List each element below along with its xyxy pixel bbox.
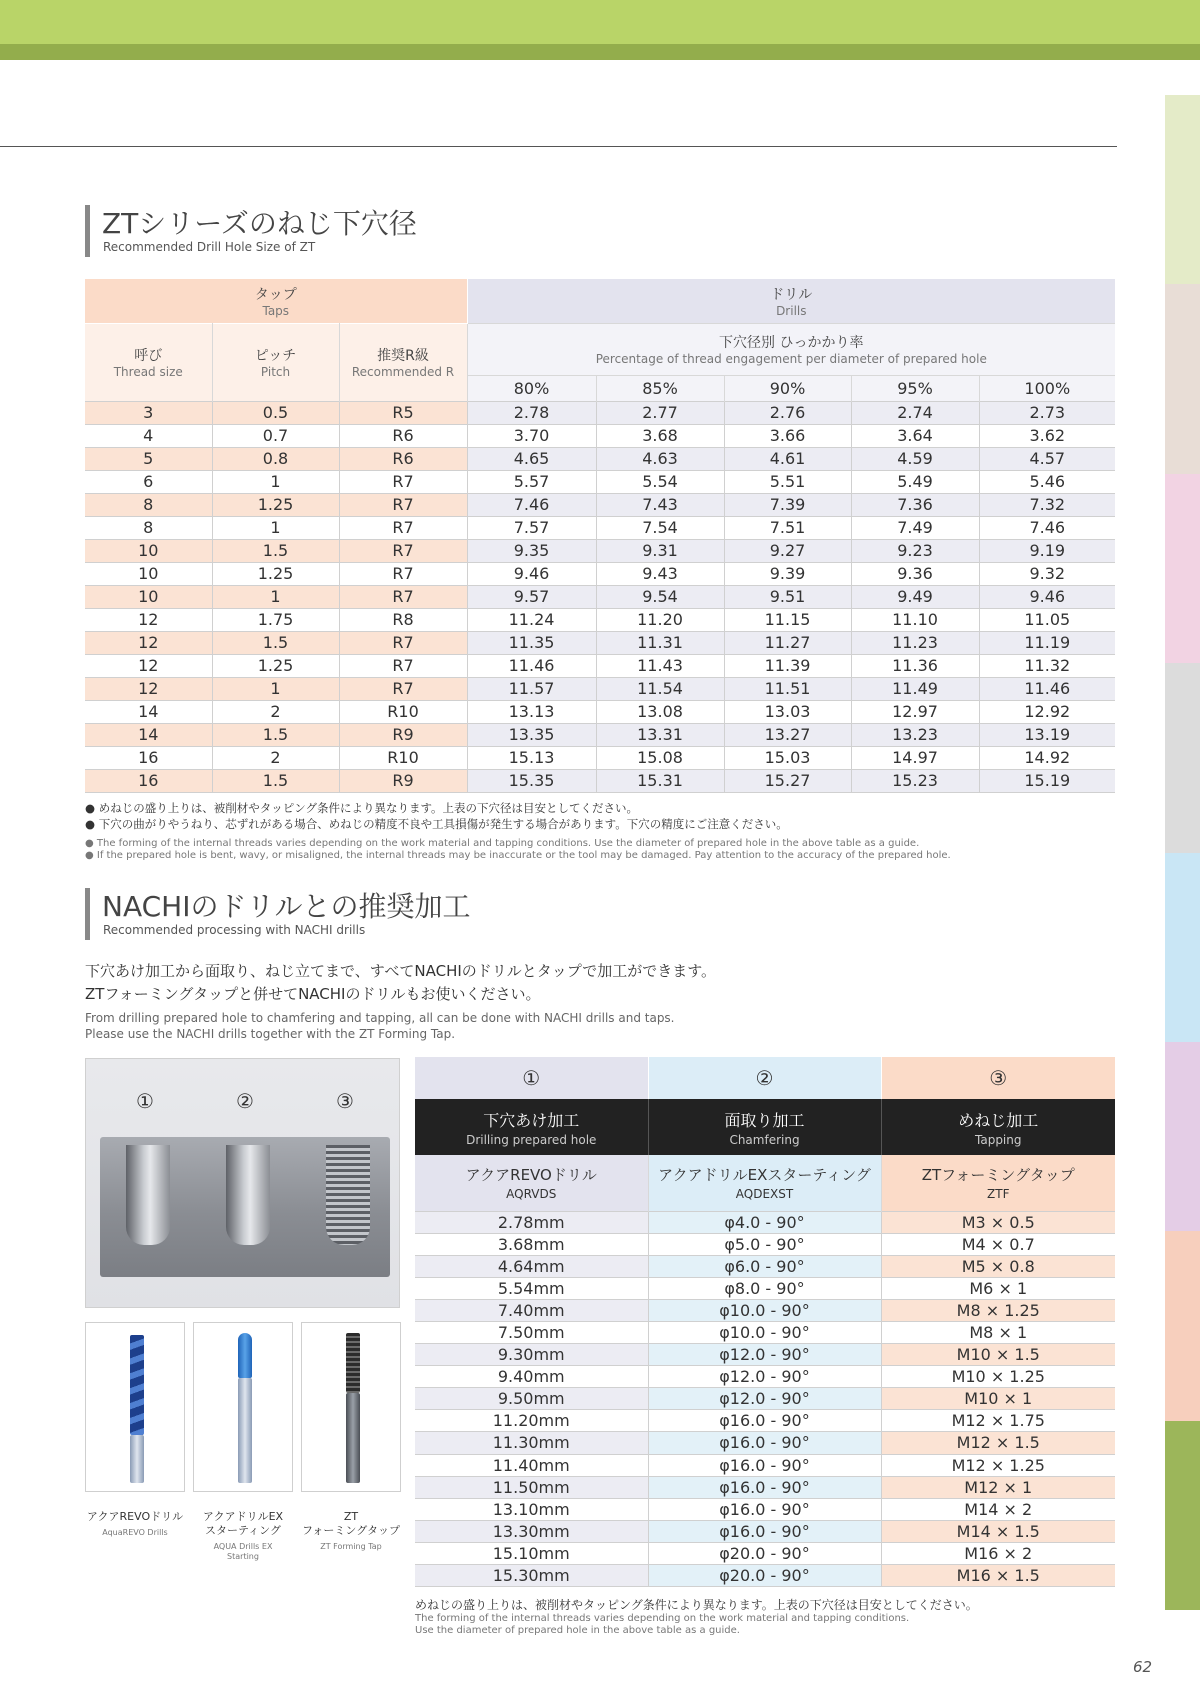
table-cell: 9.50mm	[415, 1388, 648, 1410]
table-cell: 13.19	[979, 723, 1115, 746]
section-heading: ZTシリーズのねじ下穴径	[102, 207, 417, 240]
table-row	[415, 1498, 1115, 1520]
table-row	[85, 608, 1115, 631]
note2-en-1: The forming of the internal threads varies depending on the work material and tapping conditions.	[415, 1613, 910, 1624]
table-cell: 9.46	[979, 585, 1115, 608]
table-cell: 1	[212, 585, 339, 608]
note-jp-2: ● 下穴の曲がりやうねり、芯ずれがある場合、めねじの精度不良や工具損傷が発生する場合があります。下穴の精度にご注意ください。	[85, 817, 788, 831]
table-cell: 15.35	[467, 769, 596, 792]
pitch-header: ピッチ Pitch	[212, 323, 339, 401]
side-tab-6	[1165, 1042, 1200, 1231]
table-row	[85, 654, 1115, 677]
table-cell: 1	[212, 677, 339, 700]
table-cell: 5.49	[851, 470, 979, 493]
table-cell: M16 × 1.5	[881, 1565, 1115, 1587]
header-divider	[0, 146, 1117, 147]
product-ztf: ZTフォーミングタップ ZTF	[881, 1155, 1115, 1211]
table-cell: 3.64	[851, 424, 979, 447]
section-heading: NACHIのドリルとの推奨加工	[102, 890, 471, 923]
table-cell: R7	[339, 516, 467, 539]
table-cell: 5.54mm	[415, 1277, 648, 1299]
table-cell: R7	[339, 539, 467, 562]
chamfered-hole	[226, 1145, 270, 1245]
table-cell: 0.7	[212, 424, 339, 447]
table-cell: 13.03	[724, 700, 851, 723]
table-cell: 2.78	[467, 401, 596, 424]
table-cell: 9.35	[467, 539, 596, 562]
table-cell: 9.19	[979, 539, 1115, 562]
side-tab-3	[1165, 474, 1200, 663]
photo-number-3: ③	[336, 1089, 354, 1113]
table-cell: 3.68mm	[415, 1233, 648, 1255]
table-cell: 12.92	[979, 700, 1115, 723]
table-cell: 11.27	[724, 631, 851, 654]
table-cell: 11.30mm	[415, 1432, 648, 1454]
table-cell: 12	[85, 677, 212, 700]
table-cell: R7	[339, 631, 467, 654]
process-drilling: 下穴あけ加工 Drilling prepared hole	[415, 1099, 648, 1155]
table-cell: 8	[85, 493, 212, 516]
table-cell: 10	[85, 562, 212, 585]
table-cell: 9.39	[724, 562, 851, 585]
table-cell: φ12.0 - 90°	[648, 1388, 881, 1410]
table-cell: φ10.0 - 90°	[648, 1321, 881, 1343]
table-cell: 15.13	[467, 746, 596, 769]
table-cell: R7	[339, 654, 467, 677]
table-cell: 11.54	[596, 677, 724, 700]
product-aqdexst: アクアドリルEXスターティング AQDEXST	[648, 1155, 881, 1211]
table-cell: R7	[339, 677, 467, 700]
table-cell: 1.5	[212, 723, 339, 746]
table-row	[415, 1476, 1115, 1498]
table-cell: 7.40mm	[415, 1299, 648, 1321]
photo-number-1: ①	[136, 1089, 154, 1113]
table-cell: 14.97	[851, 746, 979, 769]
table-cell: φ10.0 - 90°	[648, 1299, 881, 1321]
table-cell: φ20.0 - 90°	[648, 1565, 881, 1587]
drill-icon	[85, 1322, 185, 1492]
title-bar	[85, 888, 90, 940]
table-row	[415, 1565, 1115, 1587]
table-cell: 11.46	[979, 677, 1115, 700]
workpiece-photo	[85, 1058, 400, 1308]
intro-en-2: Please use the NACHI drills together with the ZT Forming Tap.	[85, 1027, 456, 1041]
table-cell: 16	[85, 769, 212, 792]
table-cell: R10	[339, 700, 467, 723]
intro-en-1: From drilling prepared hole to chamfering and tapping, all can be done with NACHI drills and taps.	[85, 1011, 675, 1025]
table-cell: 7.54	[596, 516, 724, 539]
table-row	[85, 401, 1115, 424]
table-cell: M8 × 1.25	[881, 1299, 1115, 1321]
table-row	[85, 769, 1115, 792]
table-cell: M5 × 0.8	[881, 1255, 1115, 1277]
table-cell: 15.08	[596, 746, 724, 769]
pct-col-header: 85%	[596, 375, 724, 401]
table-cell: 3.68	[596, 424, 724, 447]
table-cell: 14	[85, 723, 212, 746]
table-cell: 11.49	[851, 677, 979, 700]
table-cell: 11.39	[724, 654, 851, 677]
table-cell: M6 × 1	[881, 1277, 1115, 1299]
section-subheading: Recommended Drill Hole Size of ZT	[103, 240, 316, 254]
table-cell: 11.35	[467, 631, 596, 654]
table-cell: 9.46	[467, 562, 596, 585]
top-color-bar	[0, 0, 1200, 44]
process-tapping: めねじ加工 Tapping	[881, 1099, 1115, 1155]
table-cell: 11.43	[596, 654, 724, 677]
table-cell: φ16.0 - 90°	[648, 1520, 881, 1542]
table-row	[85, 585, 1115, 608]
table-cell: 11.57	[467, 677, 596, 700]
table-row	[85, 470, 1115, 493]
table-row	[415, 1211, 1115, 1233]
side-tab-2	[1165, 284, 1200, 473]
threaded-hole	[326, 1145, 370, 1245]
table-cell: φ16.0 - 90°	[648, 1432, 881, 1454]
table-row	[415, 1454, 1115, 1476]
table-cell: 9.57	[467, 585, 596, 608]
table-cell: 11.31	[596, 631, 724, 654]
table-cell: 3.70	[467, 424, 596, 447]
table-cell: 14	[85, 700, 212, 723]
table-cell: 3.66	[724, 424, 851, 447]
table-cell: M12 × 1	[881, 1476, 1115, 1498]
step-number-3: ③	[881, 1057, 1115, 1099]
intro-jp-2: ZTフォーミングタップと併せてNACHIのドリルもお使いください。	[85, 985, 541, 1003]
table-cell: 9.23	[851, 539, 979, 562]
table-cell: 4.63	[596, 447, 724, 470]
table-cell: M10 × 1.25	[881, 1366, 1115, 1388]
process-chamfering: 面取り加工 Chamfering	[648, 1099, 881, 1155]
recommended-r-header: 推奨R級 Recommended R	[339, 323, 467, 401]
table-cell: 7.43	[596, 493, 724, 516]
table-cell: 4.57	[979, 447, 1115, 470]
table-cell: 2.78mm	[415, 1211, 648, 1233]
table-row	[85, 516, 1115, 539]
table-cell: 15.23	[851, 769, 979, 792]
table-cell: M12 × 1.5	[881, 1432, 1115, 1454]
drill-hole-size-table	[85, 279, 1115, 793]
table-cell: R7	[339, 585, 467, 608]
table-cell: 11.40mm	[415, 1454, 648, 1476]
table-cell: R5	[339, 401, 467, 424]
table-cell: 4.65	[467, 447, 596, 470]
table-row	[85, 677, 1115, 700]
table-cell: M10 × 1	[881, 1388, 1115, 1410]
table-cell: 11.51	[724, 677, 851, 700]
taps-header: タップ Taps	[85, 279, 467, 323]
side-tab-4	[1165, 663, 1200, 852]
table-cell: 7.36	[851, 493, 979, 516]
table-cell: 9.54	[596, 585, 724, 608]
table-cell: 7.51	[724, 516, 851, 539]
table-row	[85, 493, 1115, 516]
side-tab-7	[1165, 1231, 1200, 1420]
table-row	[415, 1366, 1115, 1388]
step-number-1: ①	[415, 1057, 648, 1099]
table-cell: R9	[339, 769, 467, 792]
table-cell: 2.77	[596, 401, 724, 424]
table-cell: 2.73	[979, 401, 1115, 424]
table-cell: 11.20mm	[415, 1410, 648, 1432]
table-cell: R7	[339, 493, 467, 516]
table-cell: 11.50mm	[415, 1476, 648, 1498]
table-row	[415, 1233, 1115, 1255]
table-row	[85, 631, 1115, 654]
note-jp-1: ● めねじの盛り上りは、被削材やタッピング条件により異なります。上表の下穴径は目安としてください。	[85, 801, 639, 815]
table-cell: R10	[339, 746, 467, 769]
thread-size-header: 呼び Thread size	[85, 323, 212, 401]
table-row	[85, 447, 1115, 470]
table-notes	[85, 800, 1125, 862]
table-cell: 1.75	[212, 608, 339, 631]
table-row	[85, 539, 1115, 562]
table-cell: 13.30mm	[415, 1520, 648, 1542]
table-cell: 5.54	[596, 470, 724, 493]
processing-table	[415, 1057, 1115, 1587]
table-cell: 13.10mm	[415, 1498, 648, 1520]
table-cell: 9.51	[724, 585, 851, 608]
table-row	[415, 1410, 1115, 1432]
page-number: 62	[1133, 1658, 1153, 1676]
pct-col-header: 100%	[979, 375, 1115, 401]
table-cell: 15.19	[979, 769, 1115, 792]
pct-col-header: 80%	[467, 375, 596, 401]
table-cell: φ8.0 - 90°	[648, 1277, 881, 1299]
intro-jp-1: 下穴あけ加工から面取り、ねじ立てまで、すべてNACHIのドリルとタップで加工ができます。	[85, 962, 717, 980]
table-cell: 16	[85, 746, 212, 769]
table-cell: 15.10mm	[415, 1542, 648, 1564]
table-cell: 9.49	[851, 585, 979, 608]
table-cell: 1.25	[212, 654, 339, 677]
table-row	[85, 700, 1115, 723]
table-cell: 4	[85, 424, 212, 447]
table-row	[415, 1344, 1115, 1366]
table-cell: 9.36	[851, 562, 979, 585]
table-cell: R6	[339, 447, 467, 470]
drills-header: ドリル Drills	[467, 279, 1115, 323]
table-cell: 3	[85, 401, 212, 424]
table-cell: 1	[212, 470, 339, 493]
table-cell: 7.50mm	[415, 1321, 648, 1343]
table-cell: 10	[85, 585, 212, 608]
table-cell: 2	[212, 700, 339, 723]
table-cell: M10 × 1.5	[881, 1344, 1115, 1366]
table-cell: 5	[85, 447, 212, 470]
title-bar	[85, 205, 90, 257]
tool-label-1: アクアREVOドリル AquaREVO Drills	[86, 1510, 184, 1537]
table-cell: 15.30mm	[415, 1565, 648, 1587]
table-cell: M16 × 2	[881, 1542, 1115, 1564]
side-index-tabs	[1165, 95, 1200, 1610]
table-cell: 13.13	[467, 700, 596, 723]
table-cell: φ16.0 - 90°	[648, 1498, 881, 1520]
side-tab-5	[1165, 853, 1200, 1042]
table-cell: M8 × 1	[881, 1321, 1115, 1343]
engagement-header: 下穴径別 ひっかかり率 Percentage of thread engagement per diameter of prepared hole	[467, 323, 1115, 375]
metal-block	[100, 1137, 390, 1277]
table-cell: R6	[339, 424, 467, 447]
table-cell: 12	[85, 654, 212, 677]
table-cell: 7.39	[724, 493, 851, 516]
table-cell: 9.40mm	[415, 1366, 648, 1388]
table-cell: 11.32	[979, 654, 1115, 677]
table-cell: 15.03	[724, 746, 851, 769]
table-row	[415, 1255, 1115, 1277]
table-cell: 1.5	[212, 539, 339, 562]
pct-col-header: 90%	[724, 375, 851, 401]
section-subheading: Recommended processing with NACHI drills	[103, 923, 366, 937]
table-cell: M12 × 1.75	[881, 1410, 1115, 1432]
note-en-1: ● The forming of the internal threads varies depending on the work material and tapping conditions. Use the diameter of prepared hole in the above table as a guide.	[85, 838, 920, 849]
table-cell: 2	[212, 746, 339, 769]
table-cell: 7.57	[467, 516, 596, 539]
top-color-bar-dark	[0, 44, 1200, 60]
table-row	[85, 723, 1115, 746]
table-cell: 11.23	[851, 631, 979, 654]
product-aqrvds: アクアREVOドリル AQRVDS	[415, 1155, 648, 1211]
note-en-2: ● If the prepared hole is bent, wavy, or misaligned, the internal threads may be inaccurate or the tool may be damaged. Pay attention to the accuracy of the prepared hole.	[85, 850, 951, 861]
table-cell: M12 × 1.25	[881, 1454, 1115, 1476]
note2-en-2: Use the diameter of prepared hole in the above table as a guide.	[415, 1625, 740, 1636]
table-row	[415, 1520, 1115, 1542]
drilled-hole	[126, 1145, 170, 1245]
table-cell: M4 × 0.7	[881, 1233, 1115, 1255]
table-cell: 1	[212, 516, 339, 539]
table-cell: φ6.0 - 90°	[648, 1255, 881, 1277]
table-cell: 5.51	[724, 470, 851, 493]
table-row	[415, 1388, 1115, 1410]
table-cell: φ12.0 - 90°	[648, 1344, 881, 1366]
table-cell: 9.30mm	[415, 1344, 648, 1366]
table-cell: 1.25	[212, 493, 339, 516]
table-cell: φ4.0 - 90°	[648, 1211, 881, 1233]
table-cell: 3.62	[979, 424, 1115, 447]
table-row	[85, 746, 1115, 769]
table-row	[415, 1432, 1115, 1454]
table-cell: 12.97	[851, 700, 979, 723]
table-cell: 11.05	[979, 608, 1115, 631]
table-cell: 8	[85, 516, 212, 539]
table-cell: 2.76	[724, 401, 851, 424]
table-cell: R7	[339, 470, 467, 493]
table-cell: 9.31	[596, 539, 724, 562]
table-row	[85, 424, 1115, 447]
pct-col-header: 95%	[851, 375, 979, 401]
table-cell: 15.31	[596, 769, 724, 792]
side-tab-1	[1165, 95, 1200, 284]
table-cell: R7	[339, 562, 467, 585]
table-row	[415, 1321, 1115, 1343]
table-cell: 4.61	[724, 447, 851, 470]
table-cell: φ16.0 - 90°	[648, 1454, 881, 1476]
side-tab-8	[1165, 1421, 1200, 1610]
table-cell: 7.46	[979, 516, 1115, 539]
table-cell: R8	[339, 608, 467, 631]
table-cell: 11.19	[979, 631, 1115, 654]
table-cell: 5.46	[979, 470, 1115, 493]
table-cell: 13.35	[467, 723, 596, 746]
table-cell: 11.36	[851, 654, 979, 677]
table-cell: 11.46	[467, 654, 596, 677]
note2-jp: めねじの盛り上りは、被削材やタッピング条件により異なります。上表の下穴径は目安としてください。	[415, 1598, 978, 1612]
table-cell: 2.74	[851, 401, 979, 424]
intro-text	[85, 960, 716, 1042]
table-cell: 9.32	[979, 562, 1115, 585]
table-row	[415, 1542, 1115, 1564]
tool-label-3: ZT フォーミングタップ ZT Forming Tap	[301, 1510, 400, 1551]
table-cell: 1.5	[212, 631, 339, 654]
table-cell: 9.43	[596, 562, 724, 585]
processing-notes	[415, 1596, 978, 1637]
photo-number-2: ②	[236, 1089, 254, 1113]
table-cell: 11.20	[596, 608, 724, 631]
table-cell: 11.15	[724, 608, 851, 631]
table-cell: 4.64mm	[415, 1255, 648, 1277]
table-cell: 0.8	[212, 447, 339, 470]
table-cell: 10	[85, 539, 212, 562]
table-cell: M14 × 2	[881, 1498, 1115, 1520]
table-row	[85, 562, 1115, 585]
table-cell: φ16.0 - 90°	[648, 1410, 881, 1432]
table-cell: M3 × 0.5	[881, 1211, 1115, 1233]
table-cell: M14 × 1.5	[881, 1520, 1115, 1542]
table-cell: 4.59	[851, 447, 979, 470]
table-cell: 15.27	[724, 769, 851, 792]
table-cell: 12	[85, 631, 212, 654]
table-cell: 13.27	[724, 723, 851, 746]
table-cell: 11.24	[467, 608, 596, 631]
table-cell: 7.32	[979, 493, 1115, 516]
table-cell: R9	[339, 723, 467, 746]
table-cell: φ12.0 - 90°	[648, 1366, 881, 1388]
table-row	[415, 1299, 1115, 1321]
table-cell: φ5.0 - 90°	[648, 1233, 881, 1255]
table-cell: 7.49	[851, 516, 979, 539]
table-cell: 6	[85, 470, 212, 493]
table-cell: φ20.0 - 90°	[648, 1542, 881, 1564]
table-cell: 0.5	[212, 401, 339, 424]
table-cell: 1.5	[212, 769, 339, 792]
spot-drill-icon	[193, 1322, 293, 1492]
table-cell: 7.46	[467, 493, 596, 516]
table-cell: 9.27	[724, 539, 851, 562]
table-cell: 1.25	[212, 562, 339, 585]
table-row	[415, 1277, 1115, 1299]
table-cell: 13.31	[596, 723, 724, 746]
tool-label-2: アクアドリルEX スターティング AQUA Drills EX Starting	[202, 1510, 284, 1561]
table-cell: 11.10	[851, 608, 979, 631]
table-cell: φ16.0 - 90°	[648, 1476, 881, 1498]
table-cell: 13.08	[596, 700, 724, 723]
table-cell: 12	[85, 608, 212, 631]
tap-icon	[301, 1322, 401, 1492]
table-cell: 5.57	[467, 470, 596, 493]
table-cell: 13.23	[851, 723, 979, 746]
step-number-2: ②	[648, 1057, 881, 1099]
table-cell: 14.92	[979, 746, 1115, 769]
